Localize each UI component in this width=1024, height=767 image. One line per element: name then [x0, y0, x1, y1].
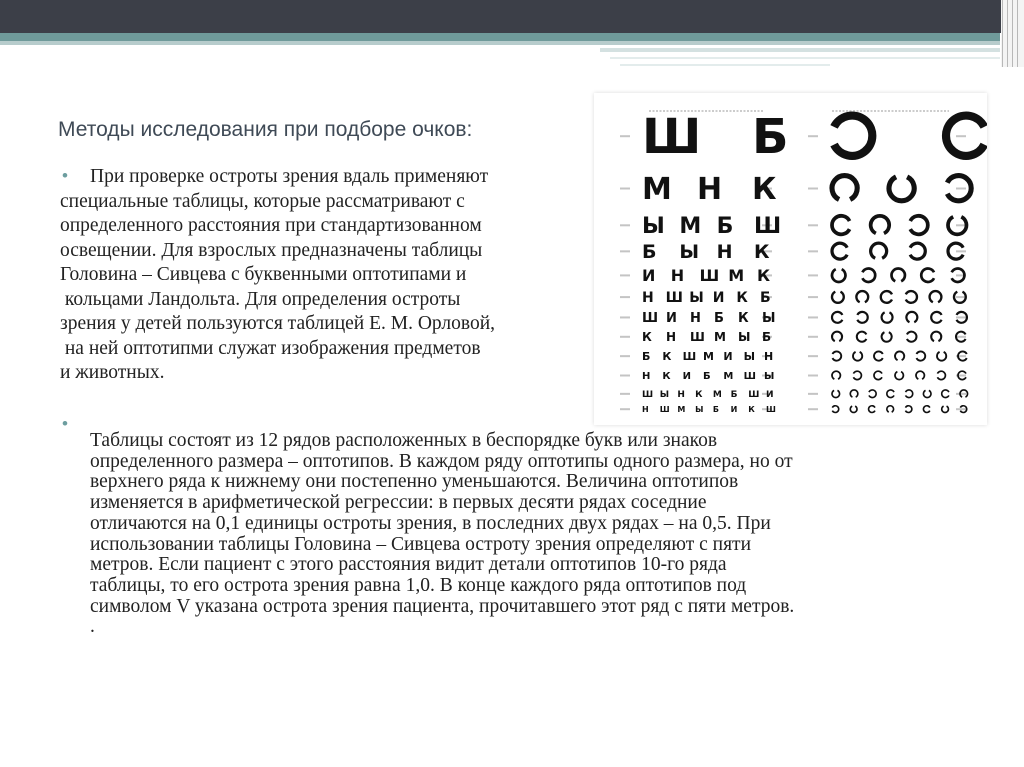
row-marker	[620, 188, 630, 190]
optotype-letter: Б	[712, 405, 719, 414]
landolt-ring	[910, 216, 928, 234]
text-line: верхнего ряда к нижнему они постепенно уменьшаются. Величина оптотипов	[90, 471, 739, 493]
optotype-letter: Ш	[748, 390, 760, 400]
landolt-ring	[907, 332, 917, 342]
row-marker	[956, 188, 966, 190]
decor-stripe	[600, 48, 1000, 52]
landolt-ring	[832, 216, 850, 234]
optotype-letter: Б	[752, 109, 789, 165]
optotype-letter: Ы	[642, 214, 665, 239]
optotype-letter: Б	[760, 290, 771, 306]
optotype-letter: И	[642, 266, 656, 285]
optotype-letter: Н	[670, 266, 685, 285]
optotype-letter: М	[728, 266, 745, 285]
landolt-ring	[895, 372, 903, 380]
decor-line	[1012, 0, 1013, 67]
decor-stripe	[610, 57, 1000, 59]
landolt-ring	[871, 216, 889, 234]
optotype-letter: К	[748, 405, 755, 414]
row-marker	[808, 393, 818, 395]
landolt-ring	[832, 351, 841, 360]
optotype-letter: И	[723, 350, 733, 363]
decor-line	[1002, 0, 1003, 67]
row-marker	[620, 393, 630, 395]
top-banner	[0, 0, 1024, 33]
landolt-ring	[832, 292, 844, 303]
row-marker	[808, 375, 818, 377]
decor-stripe	[0, 41, 1000, 45]
text-line: освещении. Для взрослых предназначены таблицы	[60, 239, 483, 261]
optotype-letter: Б	[642, 241, 657, 263]
row-marker	[956, 336, 966, 338]
text-line: кольцами Ландольта. Для определения остроты	[60, 288, 461, 310]
landolt-ring	[905, 406, 911, 413]
landolt-ring	[856, 291, 868, 302]
optotype-letter: Ы	[764, 371, 775, 382]
landolt-ring	[882, 312, 893, 322]
optotype-letter: М	[723, 371, 734, 382]
optotype-letter: Б	[716, 214, 734, 239]
row-marker	[808, 336, 818, 338]
ring-chart	[808, 116, 984, 413]
decor-line	[1007, 0, 1008, 67]
landolt-ring	[857, 332, 867, 342]
optotype-letter: Ш	[642, 311, 659, 326]
landolt-ring	[832, 406, 838, 413]
row-marker	[956, 393, 966, 395]
optotype-letter: К	[662, 350, 672, 363]
eye-chart-svg	[594, 93, 987, 425]
row-marker	[808, 188, 818, 190]
optotype-letter: Н	[697, 172, 723, 207]
row-marker	[620, 250, 630, 252]
landolt-ring	[850, 406, 857, 412]
landolt-ring	[832, 332, 842, 342]
row-marker	[956, 296, 966, 298]
text-line: определенного размера – оптотипов. В каждом ряду оптотипы одного размера, но от	[90, 450, 793, 472]
landolt-ring	[937, 371, 945, 379]
bullet-icon: •	[62, 166, 68, 185]
optotype-letter: М	[642, 172, 672, 207]
row-marker	[808, 316, 818, 318]
text-line: Головина – Сивцева с буквенными оптотипами и	[60, 264, 467, 285]
landolt-ring	[887, 406, 894, 412]
landolt-ring	[857, 312, 867, 323]
optotype-letter: Ы	[695, 405, 704, 414]
optotype-letter: М	[677, 405, 686, 414]
landolt-ring	[832, 390, 840, 397]
optotype-letter: И	[712, 290, 725, 306]
landolt-ring	[832, 312, 842, 323]
optotype-letter: Ш	[699, 266, 720, 285]
row-marker	[808, 296, 818, 298]
text-line: таблицы, то его острота зрения равна 1,0. В конце каждого ряда оптотипов под	[90, 574, 747, 596]
landolt-ring	[869, 406, 875, 413]
landolt-ring	[923, 406, 929, 413]
landolt-ring	[889, 177, 914, 201]
landolt-ring	[910, 243, 925, 259]
optotype-letter: Ы	[762, 311, 776, 326]
optotype-letter: М	[679, 214, 702, 239]
text-line: изменяется в арифметической регрессии: в первых десяти рядах соседние	[90, 492, 707, 514]
optotype-letter: Ш	[682, 350, 697, 363]
landolt-ring	[832, 371, 840, 379]
optotype-letter: Ш	[659, 405, 670, 414]
decor-line	[1017, 0, 1018, 67]
letter-chart	[620, 109, 789, 414]
landolt-ring	[921, 269, 934, 282]
landolt-ring	[874, 351, 883, 360]
optotype-letter: К	[695, 390, 703, 400]
optotype-letter: М	[714, 330, 726, 344]
optotype-letter: Н	[764, 350, 774, 363]
row-marker	[620, 355, 630, 357]
landolt-ring	[930, 291, 942, 302]
landolt-ring	[850, 390, 858, 397]
row-marker	[956, 408, 966, 410]
landolt-ring	[942, 406, 949, 412]
landolt-ring	[881, 291, 892, 303]
landolt-ring	[832, 243, 847, 259]
bullet-icon: •	[62, 414, 68, 433]
landolt-ring	[892, 269, 905, 282]
text-line: отличаются на 0,1 единицы остроты зрения, в последних двух рядах – на 0,5. При	[90, 512, 771, 534]
optotype-letter: К	[757, 266, 771, 285]
landolt-ring	[906, 312, 917, 322]
landolt-ring	[942, 390, 949, 398]
text-line: и животных.	[60, 362, 165, 383]
landolt-ring	[853, 352, 862, 361]
optotype-letter: К	[752, 172, 777, 207]
optotype-letter: И	[766, 390, 774, 400]
optotype-letter: Н	[716, 241, 733, 263]
landolt-ring	[887, 390, 894, 398]
landolt-ring	[931, 332, 941, 342]
text-line: определенного расстояния при стандартизованном	[60, 215, 482, 236]
paragraph-2	[90, 431, 990, 638]
optotype-letter: Ш	[743, 371, 757, 382]
optotype-letter: Б	[730, 390, 738, 400]
optotype-letter: И	[682, 371, 692, 382]
row-marker	[620, 224, 630, 226]
text-line: на ней оптотипми служат изображения предметов	[60, 337, 481, 359]
optotype-letter: И	[730, 405, 738, 414]
text-line: метров. Если пациент с этого расстояния видит детали оптотипов 10-го ряда	[90, 554, 727, 576]
row-marker	[808, 250, 818, 252]
landolt-ring	[882, 332, 892, 342]
row-marker	[620, 296, 630, 298]
landolt-ring	[916, 351, 925, 360]
optotype-letter: Ы	[738, 330, 751, 344]
text-line: При проверке остроты зрения вдаль применяют	[90, 166, 489, 187]
row-marker	[808, 408, 818, 410]
row-marker	[956, 316, 966, 318]
decor-stripe	[0, 33, 1000, 41]
text-line: символом V указана острота зрения пациента, прочитавшего этот ряд с пяти метров.	[90, 595, 795, 617]
optotype-letter: Ы	[679, 241, 700, 263]
optotype-letter: Н	[690, 311, 701, 326]
optotype-letter: Б	[714, 311, 724, 326]
landolt-ring	[937, 352, 946, 361]
landolt-ring	[923, 390, 931, 397]
optotype-letter: Б	[762, 330, 772, 344]
paragraph-1	[60, 165, 600, 386]
landolt-ring	[862, 269, 875, 282]
row-marker	[620, 274, 630, 276]
row-marker	[808, 135, 818, 137]
optotype-letter: Ш	[642, 390, 654, 400]
landolt-ring	[869, 390, 876, 398]
optotype-letter: Н	[666, 330, 677, 344]
optotype-letter: К	[736, 290, 748, 306]
optotype-letter: К	[662, 371, 671, 382]
row-marker	[956, 224, 966, 226]
optotype-letter: Ы	[659, 390, 670, 400]
optotype-letter: М	[712, 390, 722, 400]
landolt-ring	[906, 390, 913, 398]
landolt-ring	[906, 291, 917, 303]
optotype-letter: Н	[642, 290, 654, 306]
optotype-letter: К	[754, 241, 770, 263]
eye-chart-image	[594, 93, 987, 425]
landolt-ring	[874, 371, 882, 379]
optotype-letter: Ш	[754, 214, 782, 239]
optotype-letter: Ы	[689, 290, 704, 306]
row-marker	[620, 316, 630, 318]
optotype-letter: Ш	[642, 109, 702, 165]
text-line: использовании таблицы Головина – Сивцева остроту зрения определяют с пяти	[90, 533, 752, 555]
optotype-letter: Ш	[665, 290, 683, 306]
row-marker	[956, 135, 966, 137]
row-marker	[808, 355, 818, 357]
row-marker	[620, 135, 630, 137]
landolt-ring	[916, 371, 924, 379]
optotype-letter: Н	[642, 371, 651, 382]
text-line: зрения у детей пользуются таблицей Е. М. Орловой,	[60, 313, 496, 334]
decor-stripe	[620, 64, 830, 66]
landolt-ring	[931, 312, 941, 323]
optotype-letter: Б	[642, 350, 651, 363]
text-line: .	[90, 616, 95, 638]
optotype-letter: К	[642, 330, 652, 344]
row-marker	[620, 408, 630, 410]
text-line: Таблицы состоят из 12 рядов расположенных в беспорядке букв или знаков	[90, 430, 718, 451]
optotype-letter: Ы	[743, 350, 756, 363]
optotype-letter: М	[703, 350, 714, 363]
row-marker	[808, 224, 818, 226]
row-marker	[620, 336, 630, 338]
optotype-letter: К	[738, 311, 749, 326]
optotype-letter: Н	[677, 390, 685, 400]
landolt-ring	[871, 243, 887, 258]
landolt-ring	[832, 269, 845, 282]
text-line: специальные таблицы, которые рассматривают с	[60, 190, 465, 212]
optotype-letter: Н	[642, 405, 649, 414]
optotype-letter: Ш	[690, 330, 705, 344]
landolt-ring	[834, 116, 872, 156]
optotype-letter: Б	[703, 371, 711, 382]
optotype-letter: И	[666, 311, 677, 326]
row-marker	[620, 375, 630, 377]
landolt-ring	[832, 176, 857, 200]
landolt-ring	[895, 351, 904, 360]
row-marker	[808, 274, 818, 276]
optotype-letter: Ш	[766, 405, 776, 414]
slide-title: Методы исследования при подборе очков:	[58, 118, 473, 141]
landolt-ring	[853, 371, 861, 379]
row-marker	[956, 250, 966, 252]
